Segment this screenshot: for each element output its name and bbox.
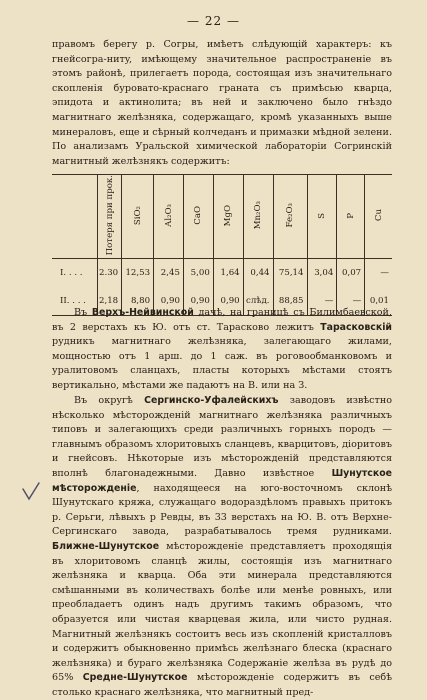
paragraph-text: правомъ берегу р. Согры, имѣетъ слѣдующій характеръ: къ гнейсогра-нитy, имѣющему значительное распространеніе въ этомъ районѣ, прилегаетъ порода, состоящая изъ значительнаго скопленія буроватo-краснаго граната съ примѣсью кварца, эпидота и актинолита; въ ней и заключено было гнѣздо магнитнаго желѣзняка, содержащаго, кромѣ указанныхъ выше минераловъ, еще и сѣрный колчеданъ и примазки мѣдной зелени. По анализамъ Уральской химической лабораторіи Согринскій магнитный желѣзнякъ содержитъ: (52, 39, 392, 167)
table-cell: 0,90 (183, 287, 213, 316)
table-cell: 2,45 (154, 259, 184, 288)
table-header-cell: Al₂O₃ (154, 175, 184, 259)
table-header-cell: Mn₂O₃ (243, 175, 273, 259)
table-cell: I. . . . (60, 268, 83, 279)
table-header-cell: SiO₂ (122, 175, 154, 259)
table-cell: 0,44 (243, 259, 273, 288)
table-cell: 0,01 (365, 287, 392, 316)
table-cell: 2,18 (98, 287, 122, 316)
page-number: — 22 — (187, 14, 240, 28)
paragraph-serginsk-ufaley: Въ округѣ Сергинско-Уфалейскихъ заводовъ извѣстно нѣсколько мѣсторожденій магнитнаго желѣзняка различныхъ типовъ и залегающихъ среди различныхъ горныхъ породъ — главнымъ образомъ хлоритовыхъ сланцевъ, кварцитовъ, діоритовъ и гнейсовъ. Нѣкоторые изъ мѣсторожденій представляются вполнѣ благонадежными. Давно извѣстное Шунутское мѣсторожденіе, находящееся на юго-восточномъ склонѣ Шунутскаго кряжа, служащаго водораздѣломъ правыхъ притокъ р. Серьги, лѣвыхъ р Ревды, въ 33 верстахъ на Ю. В. отъ Верхне-Сергинскаго завода, разрабатывалось тремя рудниками. Ближне-Шунутское мѣсторожденіе представляетъ проходящія въ хлоритовомъ сланцѣ жилы, состоящія изъ магнитнаго желѣзняка и кварца. Оба эти минерала представляются смѣшанными въ количествахъ болѣе или менѣе ровныхъ, или преобладаетъ одинъ надъ другимъ такимъ образомъ, что образуется или чистая кварцевая жила, или чисто рудная. Магнитный желѣзнякъ состоитъ весь изъ скопленій кристалловъ и содержитъ обыкновенно примѣсь желѣзнаго блеска (краснаго желѣзняка) и бураго желѣзняка Содержаніе желѣза въ рудѣ до 65% Средне-Шунутское мѣсторожденіе содержитъ въ себѣ столько краснаго желѣзняка, что магнитный пред- (52, 395, 392, 698)
table-row (52, 259, 392, 288)
analysis-table (52, 174, 392, 316)
table-header-cell: CaO (183, 175, 213, 259)
table-cell: 3,04 (307, 259, 337, 288)
paragraph-sogra-deposit (52, 38, 392, 169)
paragraph-verkh-neivinsk: Въ Верхъ-Нейвинской дачѣ, на границѣ съ Билимбаевской, въ 2 верстахъ къ Ю. отъ ст. Тарасково лежитъ Тарасковскій рудникъ магнитнаго желѣзняка, залегающаго жилами, мощностью отъ 1 арш. до 1 саж. въ роговообманковомъ и уралитовомъ сланцахъ, пласты которыхъ мѣстами стоятъ вертикально, мѣстами же падаютъ на В. или на З. (52, 307, 392, 391)
table-cell: 8,80 (122, 287, 154, 316)
deposit-name-bold: Средне-Шунутское (82, 672, 188, 684)
mine-name-bold: Тарасковскій (320, 321, 392, 333)
table-cell: 88,85 (273, 287, 307, 316)
table-header-cell: Cu (365, 175, 392, 259)
table-cell: 12,53 (122, 259, 154, 288)
deposit-name-bold: Ближне-Шунутское (52, 540, 160, 552)
table-header-cell: Потеря при прок. (98, 175, 122, 259)
table-cell: 0,90 (213, 287, 243, 316)
table-cell: 75,14 (273, 259, 307, 288)
table-cell: — (365, 259, 392, 288)
table-header-cell: P (337, 175, 365, 259)
place-name-bold: Верхъ-Нейвинской (91, 307, 194, 318)
table-header-cell (52, 175, 98, 259)
table-cell: слѣд. (243, 287, 273, 316)
table-cell: 0,07 (337, 259, 365, 288)
table-cell: 2.30 (98, 259, 122, 288)
handwritten-check-mark-icon (20, 480, 42, 502)
table-cell: — (307, 287, 337, 316)
table-header-row (52, 175, 392, 259)
table-header-cell: Fe₂O₃ (273, 175, 307, 259)
table-cell: II. . . . (52, 287, 98, 316)
table-cell: 0,90 (154, 287, 184, 316)
table-header-cell: MgO (213, 175, 243, 259)
deposit-name-bold: Шунутское мѣсторожденіе (52, 467, 392, 494)
table-header-cell: S (307, 175, 337, 259)
table-cell: 5,00 (183, 259, 213, 288)
table-cell: 1,64 (213, 259, 243, 288)
table-cell: — (337, 287, 365, 316)
district-name-bold: Сергинско-Уфалейскихъ (144, 395, 279, 406)
